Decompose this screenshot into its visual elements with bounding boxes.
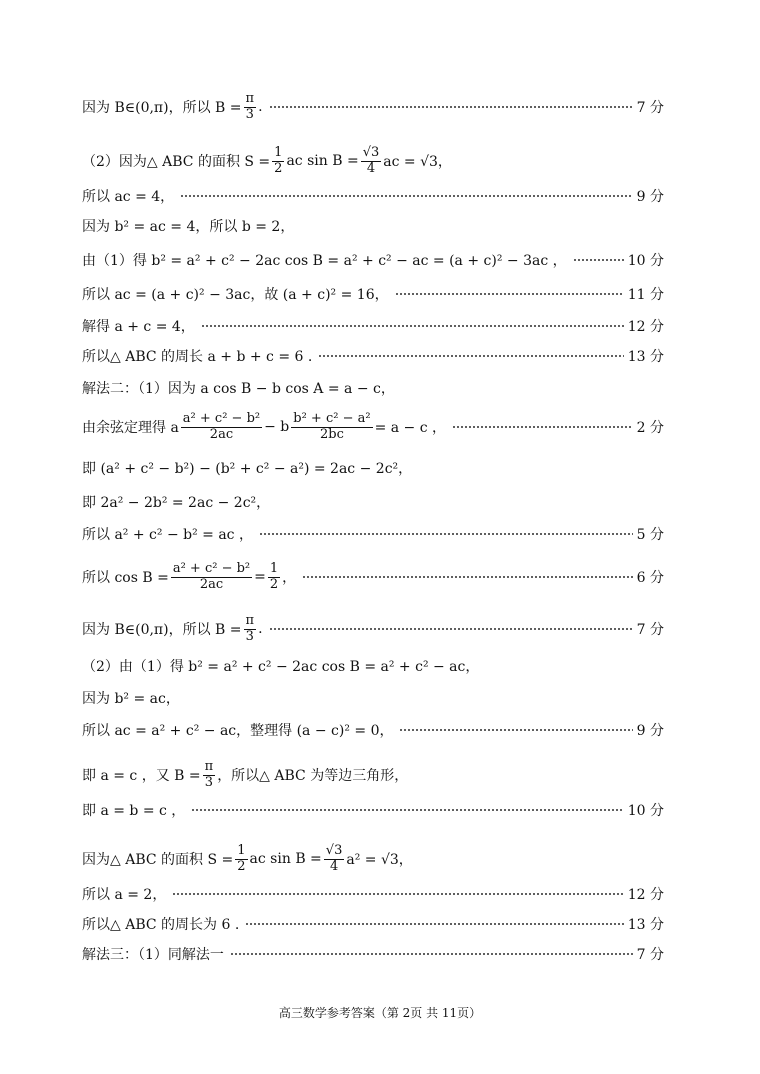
answer-line-content xyxy=(82,720,393,740)
answer-line-content xyxy=(82,492,270,512)
dot-leader xyxy=(573,259,624,261)
answer-line-content xyxy=(82,944,224,964)
answer-text: 解法三：（1）同解法一 xyxy=(82,947,224,963)
fraction-numerator: a² + c² − b² xyxy=(182,411,261,426)
answer-text: 因为 B∈(0,π)，所以 B = xyxy=(82,622,242,639)
answer-line xyxy=(82,800,664,820)
score-label: 9 分 xyxy=(636,189,664,205)
fraction xyxy=(171,562,252,593)
score-label: 9 分 xyxy=(636,723,664,739)
page-footer: 高三数学参考答案（第 2页 共 11页） xyxy=(278,1006,482,1020)
answer-text: 因为 b² = ac， xyxy=(82,691,180,707)
score-label: 11 分 xyxy=(627,287,664,303)
answer-line xyxy=(82,284,664,304)
fraction-numerator: 1 xyxy=(269,561,279,576)
answer-line xyxy=(82,92,664,123)
fraction-denominator: 4 xyxy=(329,858,339,874)
answer-line-content xyxy=(82,760,408,791)
fraction xyxy=(272,146,284,177)
answer-text: （2）因为△ ABC 的面积 S = xyxy=(82,154,271,171)
answer-line xyxy=(82,688,664,708)
dot-leader xyxy=(395,293,624,295)
answer-text: 所以 a² + c² − b² = ac ， xyxy=(82,527,253,543)
dot-leader xyxy=(452,426,633,428)
answer-line-content xyxy=(82,844,413,875)
answer-text-after2: = a − c ， xyxy=(374,420,447,437)
answer-line xyxy=(82,458,664,478)
answer-line xyxy=(82,146,664,177)
answer-text-after2: ， xyxy=(282,570,297,587)
fraction-numerator: √3 xyxy=(325,843,343,858)
answer-line xyxy=(82,562,664,593)
dot-leader xyxy=(318,355,623,357)
answer-line-content xyxy=(82,688,180,708)
score-label: 7 分 xyxy=(636,622,664,639)
answer-text-after2: ac = √3， xyxy=(383,154,452,171)
answer-line xyxy=(82,656,664,676)
score-label: 12 分 xyxy=(627,319,664,335)
dot-leader xyxy=(172,893,623,895)
answer-text: 所以 cos B = xyxy=(82,570,169,587)
answer-line xyxy=(82,944,664,964)
answer-line-content xyxy=(82,614,263,645)
answer-text-after: ，所以△ ABC 为等边三角形， xyxy=(217,768,409,785)
fraction xyxy=(244,614,257,645)
answer-line xyxy=(82,844,664,875)
dot-leader xyxy=(180,195,632,197)
answer-line xyxy=(82,492,664,512)
dot-leader xyxy=(269,628,633,630)
answer-line-content xyxy=(82,284,389,304)
fraction-numerator: b² + c² − a² xyxy=(293,411,371,426)
answer-line xyxy=(82,524,664,544)
answer-line-content xyxy=(82,346,312,366)
dot-leader xyxy=(230,953,633,955)
answer-line-content xyxy=(82,186,174,206)
fraction xyxy=(361,146,382,177)
score-label: 13 分 xyxy=(627,917,664,933)
answer-text: 所以 a = 2， xyxy=(82,887,167,903)
answer-line-content xyxy=(82,412,446,443)
dot-leader xyxy=(245,923,623,925)
answer-text-after: = xyxy=(254,569,266,586)
answer-line-content xyxy=(82,656,479,676)
answer-text: 所以△ ABC 的周长为 6 . xyxy=(82,917,240,933)
score-label: 5 分 xyxy=(636,527,664,543)
fraction-numerator: π xyxy=(245,613,255,628)
answer-line-content xyxy=(82,146,452,177)
answer-text: 所以 ac = (a + c)² − 3ac，故 (a + c)² = 16， xyxy=(82,287,389,303)
fraction-denominator: 3 xyxy=(204,774,214,790)
score-label: 13 分 xyxy=(627,349,664,365)
answer-line xyxy=(82,316,664,336)
fraction-denominator: 3 xyxy=(245,106,254,122)
fraction-denominator: 2 xyxy=(237,858,246,874)
fraction-numerator: 1 xyxy=(237,843,246,858)
answer-line-content xyxy=(82,914,239,934)
answer-text: 即 (a² + c² − b²) − (b² + c² − a²) = 2ac − 2c²， xyxy=(82,461,413,477)
fraction-numerator: √3 xyxy=(362,145,380,160)
dot-leader xyxy=(259,533,633,535)
dot-leader xyxy=(191,809,623,811)
answer-line-content xyxy=(82,250,567,270)
score-label: 7 分 xyxy=(636,947,664,963)
fraction-numerator: a² + c² − b² xyxy=(172,561,251,576)
fraction-denominator: 3 xyxy=(245,628,254,644)
answer-text-after: ac sin B = xyxy=(249,851,322,868)
score-label: 7 分 xyxy=(636,100,664,117)
answer-line xyxy=(82,346,664,366)
answer-line-content xyxy=(82,524,253,544)
answer-line-content xyxy=(82,378,395,398)
answer-line xyxy=(82,378,664,398)
fraction-denominator: 4 xyxy=(366,160,376,176)
answer-text-after: . xyxy=(258,621,263,638)
fraction-denominator: 2ac xyxy=(209,426,234,442)
fraction xyxy=(324,844,345,875)
fraction xyxy=(291,412,372,443)
score-label: 12 分 xyxy=(627,887,664,903)
answer-line xyxy=(82,884,664,904)
answer-text: 即 2a² − 2b² = 2ac − 2c²， xyxy=(82,495,271,511)
answer-line-content xyxy=(82,800,185,820)
answer-text: 所以△ ABC 的周长 a + b + c = 6 . xyxy=(82,349,313,365)
fraction xyxy=(235,844,247,875)
fraction-numerator: 1 xyxy=(274,145,283,160)
answer-text: 解法二：（1）因为 a cos B − b cos A = a − c， xyxy=(82,381,395,397)
dot-leader xyxy=(269,106,633,108)
answer-text: 由（1）得 b² = a² + c² − 2ac cos B = a² + c² − ac = (a + c)² − 3ac ， xyxy=(82,253,567,269)
dot-leader xyxy=(302,576,632,578)
answer-line-content xyxy=(82,562,296,593)
fraction-numerator: π xyxy=(245,91,255,106)
answer-line xyxy=(82,720,664,740)
fraction-denominator: 2ac xyxy=(199,576,224,592)
answer-text: 解得 a + c = 4， xyxy=(82,319,195,335)
fraction-denominator: 2 xyxy=(274,160,283,176)
answer-text: 由余弦定理得 a xyxy=(82,420,179,437)
answer-line-content xyxy=(82,884,166,904)
score-label: 6 分 xyxy=(636,570,664,587)
answer-line xyxy=(82,914,664,934)
fraction xyxy=(244,92,257,123)
answer-text: 所以 ac = 4， xyxy=(82,189,175,205)
answer-text-after: . xyxy=(258,99,263,116)
fraction xyxy=(268,562,280,593)
answer-text: 因为△ ABC 的面积 S = xyxy=(82,852,234,869)
answer-text: 所以 ac = a² + c² − ac，整理得 (a − c)² = 0， xyxy=(82,723,394,739)
fraction xyxy=(203,760,216,791)
answer-line xyxy=(82,614,664,645)
answer-line xyxy=(82,216,664,236)
answer-text: 因为 b² = ac = 4，所以 b = 2， xyxy=(82,219,295,235)
answer-text: 即 a = b = c ， xyxy=(82,803,186,819)
dot-leader xyxy=(201,325,624,327)
answer-text-after2: a² = √3， xyxy=(346,852,413,869)
score-label: 10 分 xyxy=(627,803,664,819)
answer-text: 因为 B∈(0,π)，所以 B = xyxy=(82,100,242,117)
answer-line-content xyxy=(82,316,195,336)
answer-line xyxy=(82,412,664,443)
answer-line-content xyxy=(82,458,412,478)
score-label: 2 分 xyxy=(636,420,664,437)
answer-text: 即 a = c ，又 B = xyxy=(82,768,201,785)
answer-line xyxy=(82,186,664,206)
fraction-denominator: 2bc xyxy=(319,426,344,442)
answer-line xyxy=(82,250,664,270)
answer-line xyxy=(82,760,664,791)
score-label: 10 分 xyxy=(627,253,664,269)
fraction xyxy=(181,412,262,443)
answer-text: （2）由（1）得 b² = a² + c² − 2ac cos B = a² + c² − ac， xyxy=(82,659,480,675)
fraction-numerator: π xyxy=(204,759,214,774)
answer-line-content xyxy=(82,92,263,123)
fraction-denominator: 2 xyxy=(269,576,279,592)
answer-text-after: − b xyxy=(264,419,290,436)
dot-leader xyxy=(399,729,632,731)
answer-line-content xyxy=(82,216,294,236)
answer-text-after: ac sin B = xyxy=(286,153,359,170)
